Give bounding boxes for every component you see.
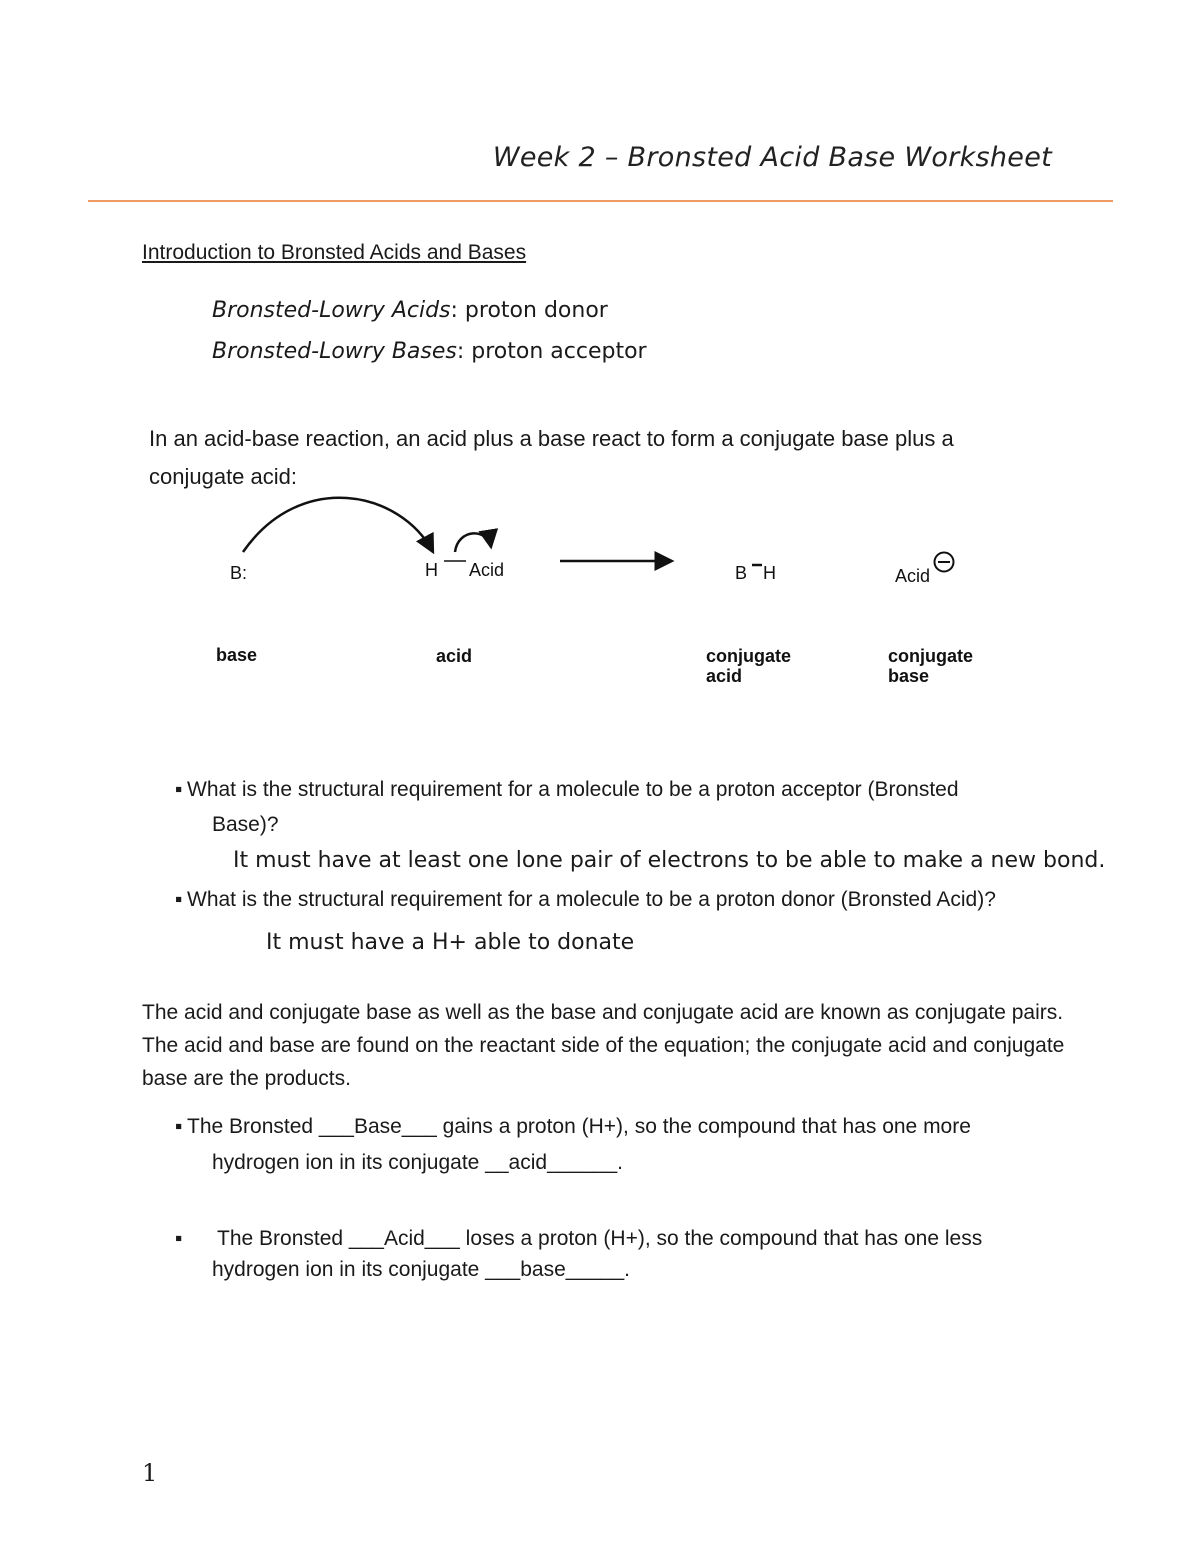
label-conjugate-acid-line1: conjugate bbox=[706, 646, 792, 666]
header-divider bbox=[88, 200, 1113, 202]
question-text: What is the structural requirement for a molecule to be a proton acceptor (Bronsted bbox=[187, 778, 959, 801]
fill-in-base-cont: hydrogen ion in its conjugate __acid______. bbox=[212, 1151, 623, 1174]
electron-push-arrow bbox=[243, 498, 433, 552]
answer-acid-requirement: It must have a H+ able to donate bbox=[266, 930, 635, 955]
label-conjugate-acid-line2: acid bbox=[706, 666, 743, 686]
fill-in-acid-cont: hydrogen ion in its conjugate ___base_____. bbox=[212, 1258, 630, 1281]
bullet-icon: ▪ bbox=[175, 888, 183, 911]
page-header-title: Week 2 – Bronsted Acid Base Worksheet bbox=[492, 142, 1052, 173]
answer-base-requirement: It must have at least one lone pair of electrons to be able to make a new bond. bbox=[233, 848, 1106, 873]
question-base-requirement bbox=[175, 773, 959, 807]
definition-term: Bronsted-Lowry Bases bbox=[212, 339, 457, 364]
conjugate-pairs-paragraph: The acid and conjugate base as well as the base and conjugate acid are known as conjugate pairs. The acid and base are found on the reactant side of the equation; the conjugate acid and conjugate base are the products. bbox=[142, 1001, 1065, 1090]
page-number: 1 bbox=[142, 1459, 158, 1487]
product-h: H bbox=[763, 563, 776, 583]
fill-in-acid bbox=[175, 1222, 982, 1256]
bullet-icon: ▪ bbox=[175, 1227, 183, 1250]
section-title: Introduction to Bronsted Acids and Bases bbox=[142, 241, 527, 264]
reactant-acid-name: Acid bbox=[469, 560, 505, 580]
fill-in-base bbox=[175, 1110, 971, 1144]
bullet-icon: ▪ bbox=[175, 1115, 183, 1138]
reactant-acid-h: H bbox=[425, 560, 438, 580]
question-acid-requirement bbox=[175, 883, 996, 917]
fill-in-text: The Bronsted ___Base___ gains a proton (H+), so the compound that has one more bbox=[187, 1115, 971, 1138]
bullet-icon: ▪ bbox=[175, 778, 183, 801]
negative-charge-icon bbox=[935, 553, 954, 572]
product-b: B bbox=[735, 563, 748, 583]
bond-break-arrow bbox=[455, 533, 491, 552]
product-acid: Acid bbox=[895, 566, 931, 586]
label-conjugate-base-line1: conjugate bbox=[888, 646, 974, 666]
intro-paragraph: In an acid-base reaction, an acid plus a base react to form a conjugate base plus a conjugate acid: bbox=[149, 426, 954, 489]
definition-acids bbox=[212, 298, 608, 323]
label-acid: acid bbox=[436, 646, 473, 666]
reactant-base: B: bbox=[230, 563, 248, 583]
definition-text: : proton donor bbox=[450, 298, 608, 323]
question-text: What is the structural requirement for a molecule to be a proton donor (Bronsted Acid)? bbox=[187, 888, 996, 911]
label-base: base bbox=[216, 645, 258, 665]
definition-text: : proton acceptor bbox=[456, 339, 647, 364]
fill-in-text: The Bronsted ___Acid___ loses a proton (H+), so the compound that has one less bbox=[217, 1227, 983, 1250]
question-base-requirement-cont: Base)? bbox=[212, 813, 279, 836]
definition-bases bbox=[212, 339, 647, 364]
label-conjugate-base-line2: base bbox=[888, 666, 930, 686]
definition-term: Bronsted-Lowry Acids bbox=[212, 298, 451, 323]
